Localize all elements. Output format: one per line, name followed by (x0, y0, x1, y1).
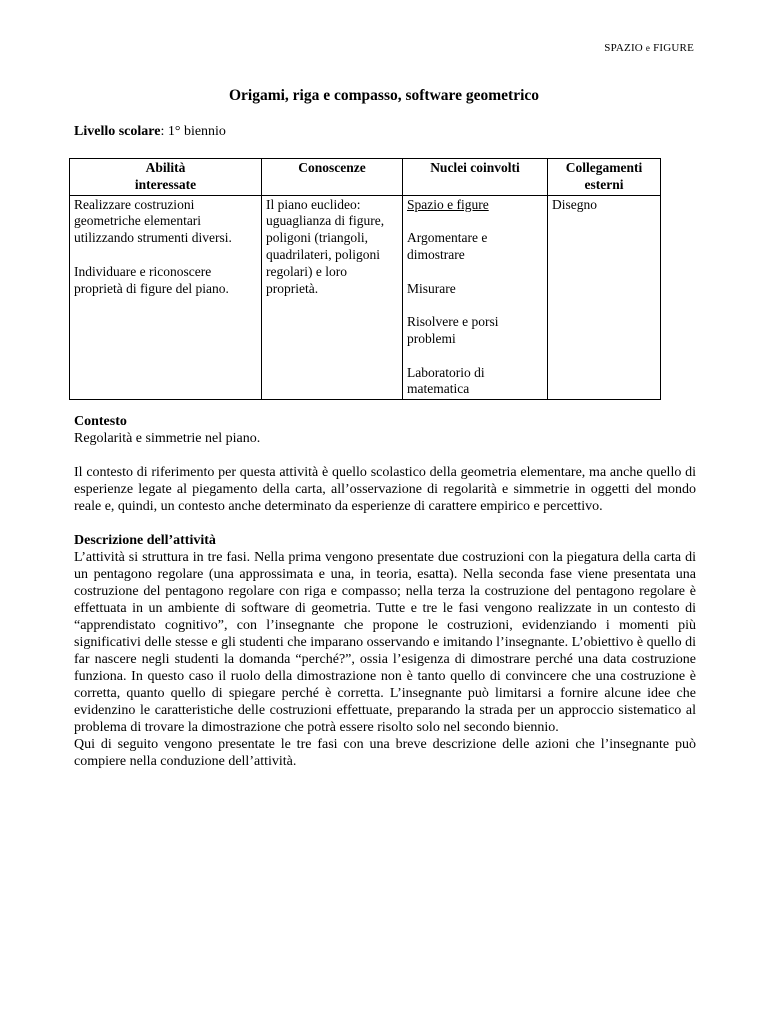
activity-table (69, 158, 661, 400)
abilita-item: Realizzare costruzioni geometriche elementari utilizzando strumenti diversi. (74, 196, 232, 246)
nucleo-item-argomentare: Argomentare e dimostrare (407, 230, 488, 262)
header-conoscenze: Conoscenze (262, 159, 403, 196)
nucleo-item-spazio: Spazio e figure (407, 196, 489, 212)
context-paragraph: Il contesto di riferimento per questa attività è quello scolastico della geometria elementare, ma anche quello di esperienze legate al piegamento della carta, all’osservazione di regolarità e simmetrie in oggetti del mondo reale e, quindi, un contesto anche determinato da esperienze di carattere empirico e percettivo. (74, 465, 696, 514)
header-abilita: Abilità interessate (70, 159, 262, 196)
table-row (70, 195, 661, 400)
nucleo-item-laboratorio: Laboratorio di matematica (407, 364, 485, 397)
header-collegamenti: Collegamenti esterni (548, 159, 661, 196)
table-header-row (70, 159, 661, 196)
cell-abilita (70, 195, 262, 400)
description-heading: Descrizione dell’attività (74, 533, 216, 548)
nucleo-item-misurare: Misurare (407, 280, 456, 296)
cell-collegamenti: Disegno (548, 195, 661, 400)
header-nuclei: Nuclei coinvolti (403, 159, 548, 196)
cell-nuclei (403, 195, 548, 400)
abilita-item: Individuare e riconoscere proprietà di figure del piano. (74, 263, 229, 296)
section-conjunction: e (645, 43, 651, 53)
context-heading: Contesto (74, 414, 127, 429)
description-closing: Qui di seguito vengono presentate le tre fasi con una breve descrizione delle azioni che l’insegnante può compiere nella conduzione dell’attività. (74, 737, 696, 769)
nucleo-item-risolvere: Risolvere e porsi problemi (407, 314, 499, 346)
section-header (604, 42, 694, 54)
school-level-label: Livello scolare (74, 124, 161, 139)
description-paragraph: L’attività si struttura in tre fasi. Nella prima vengono presentate due costruzioni con la piegatura della carta di un pentagono regolare (una approssimata e una, in teoria, esatta). Nella seconda fase viene presentata una costruzione del pentagono regolare con riga e compasso; nella terza la costruzione del pentagono regolare è effettuata in un ambiente di software di geometria. Tutte e tre le fasi vengono realizzate in un contesto di “apprendistato cognitivo”, con l’insegnante che propone le costruzioni, evidenziando i momenti più significativi delle stesse e gli studenti che imparano osservando e imitando l’insegnante. L’obiettivo è quello di far nascere negli studenti la domanda “perché?”, ossia l’esigenza di dimostrare perché una data costruzione funziona. In questo caso il ruolo della dimostrazione non è tanto quello di convincere che una costruzione è corretta, quanto quello di spiegare perché è corretta. L’insegnante può limitarsi a fornire alcune idee che evidenzino le caratteristiche delle costruzioni effettuate, preparando la strada per un approccio sistematico al problema di trovare la dimostrazione che potrà essere risolto solo nel secondo biennio. (74, 550, 696, 735)
section-suffix: FIGURE (653, 42, 694, 54)
section-prefix: SPAZIO (604, 42, 643, 54)
context-subtitle: Regolarità e simmetrie nel piano. (74, 431, 261, 446)
context-section (74, 413, 696, 770)
page-title: Origami, riga e compasso, software geometrico (228, 87, 540, 104)
school-level (74, 124, 226, 140)
cell-conoscenze: Il piano euclideo: uguaglianza di figure, poligoni (triangoli, quadrilateri, poligoni regolari) e loro proprietà. (262, 195, 403, 400)
school-level-value: : 1° biennio (160, 124, 226, 139)
